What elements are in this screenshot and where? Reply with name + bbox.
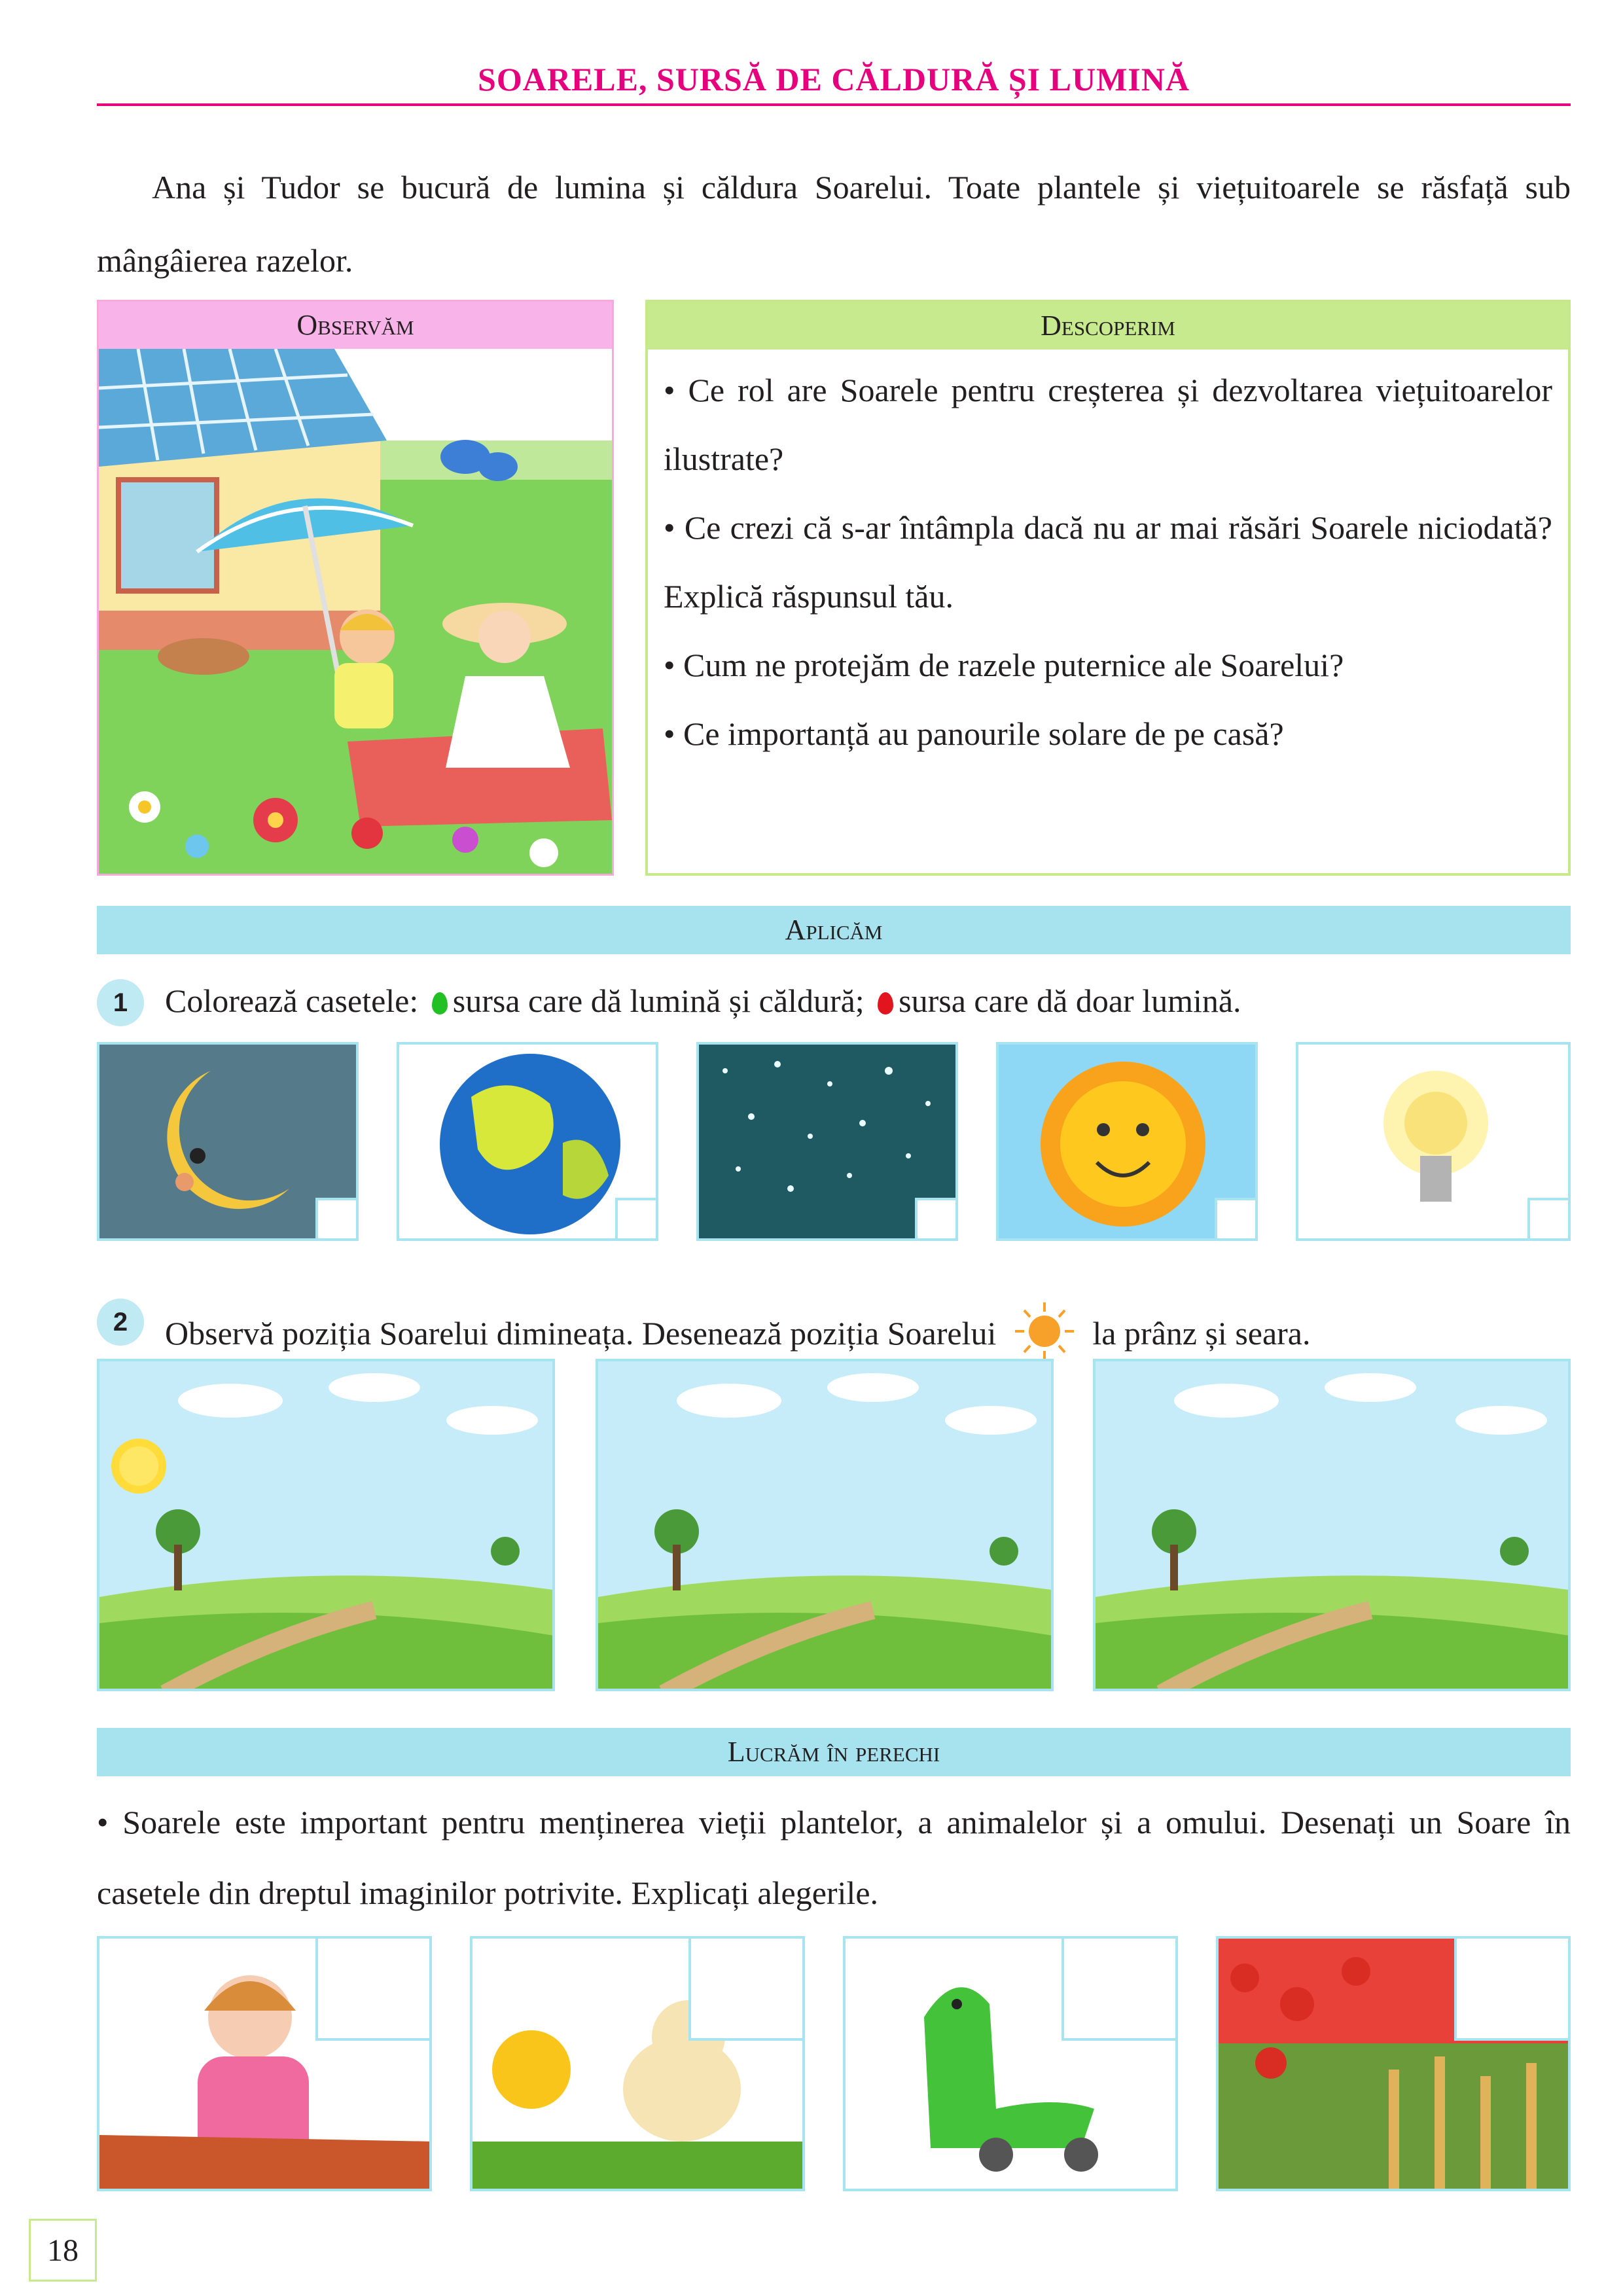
instruction-text: Observă poziția Soarelui dimineața. Desenează poziția Soarelui xyxy=(165,1315,997,1352)
sun-drawing-box[interactable] xyxy=(1061,1939,1175,2041)
red-pin-icon xyxy=(878,992,893,1014)
instruction-text: Colorează casetele: xyxy=(165,982,419,1019)
instruction-text: la prânz și seara. xyxy=(1092,1315,1311,1352)
exercise-1-instruction xyxy=(165,982,1241,1020)
sun-icon xyxy=(1008,1299,1080,1364)
stars-picture xyxy=(696,1042,958,1241)
question-item: • Cum ne protejăm de razele puternice ale Soarelui? xyxy=(664,647,1344,683)
garden-illustration xyxy=(99,349,612,874)
sun-drawing-box[interactable] xyxy=(315,1939,429,2041)
lucram-instruction: • Soarele este important pentru menținerea vieții plantelor, a animalelor și a omului. Desenați un Soare în casetele din dreptul imaginilor potrivite. Explicați alegerile. xyxy=(97,1804,1571,1911)
exercise-1-number: 1 xyxy=(97,979,144,1026)
earth-picture xyxy=(397,1042,658,1241)
chick-picture xyxy=(470,1936,805,2191)
observam-heading: Observăm xyxy=(99,302,612,349)
sun-picture xyxy=(996,1042,1258,1241)
page-number: 18 xyxy=(29,2219,97,2282)
exercise-2-number: 2 xyxy=(97,1299,144,1346)
descoperim-panel xyxy=(645,300,1571,876)
page-title: SOARELE, SURSĂ DE CĂLDURĂ ȘI LUMINĂ xyxy=(478,61,1190,98)
instruction-text: sursa care dă lumină și căldură; xyxy=(452,982,865,1019)
descoperim-questions xyxy=(648,350,1568,768)
intro-paragraph: Ana și Tudor se bucură de lumina și căldura Soarelui. Toate plantele și viețuitoarele se răsfață sub mângâierea razelor. xyxy=(97,169,1571,279)
color-checkbox[interactable] xyxy=(615,1198,656,1238)
moon-picture xyxy=(97,1042,359,1241)
title-rule xyxy=(97,103,1571,106)
exercise-2-instruction xyxy=(165,1299,1311,1364)
aplicam-heading: Aplicăm xyxy=(97,906,1571,954)
landscape-noon[interactable] xyxy=(596,1359,1054,1691)
green-pin-icon xyxy=(432,992,448,1014)
sun-drawing-box[interactable] xyxy=(1454,1939,1568,2041)
question-item: • Ce crezi că s-ar întâmpla dacă nu ar mai răsări Soarele niciodată? Explică răspunsul tău. xyxy=(664,509,1552,615)
question-item: • Ce importanță au panourile solare de pe casă? xyxy=(664,715,1284,752)
poppies-wheat-picture xyxy=(1216,1936,1571,2191)
question-item: • Ce rol are Soarele pentru creșterea și dezvoltarea viețuitoarelor ilustrate? xyxy=(664,372,1552,477)
observam-panel xyxy=(97,300,614,876)
instruction-text: sursa care dă doar lumină. xyxy=(899,982,1241,1019)
landscape-morning[interactable] xyxy=(97,1359,555,1691)
color-checkbox[interactable] xyxy=(1215,1198,1255,1238)
color-checkbox[interactable] xyxy=(1527,1198,1568,1238)
light-bulb-picture xyxy=(1296,1042,1571,1241)
toy-dinosaur-picture xyxy=(843,1936,1178,2191)
lucram-heading: Lucrăm în perechi xyxy=(97,1728,1571,1776)
landscape-evening[interactable] xyxy=(1093,1359,1571,1691)
sun-drawing-box[interactable] xyxy=(688,1939,802,2041)
girl-writing-picture xyxy=(97,1936,432,2191)
color-checkbox[interactable] xyxy=(915,1198,955,1238)
color-checkbox[interactable] xyxy=(315,1198,356,1238)
descoperim-heading: Descoperim xyxy=(648,302,1568,350)
